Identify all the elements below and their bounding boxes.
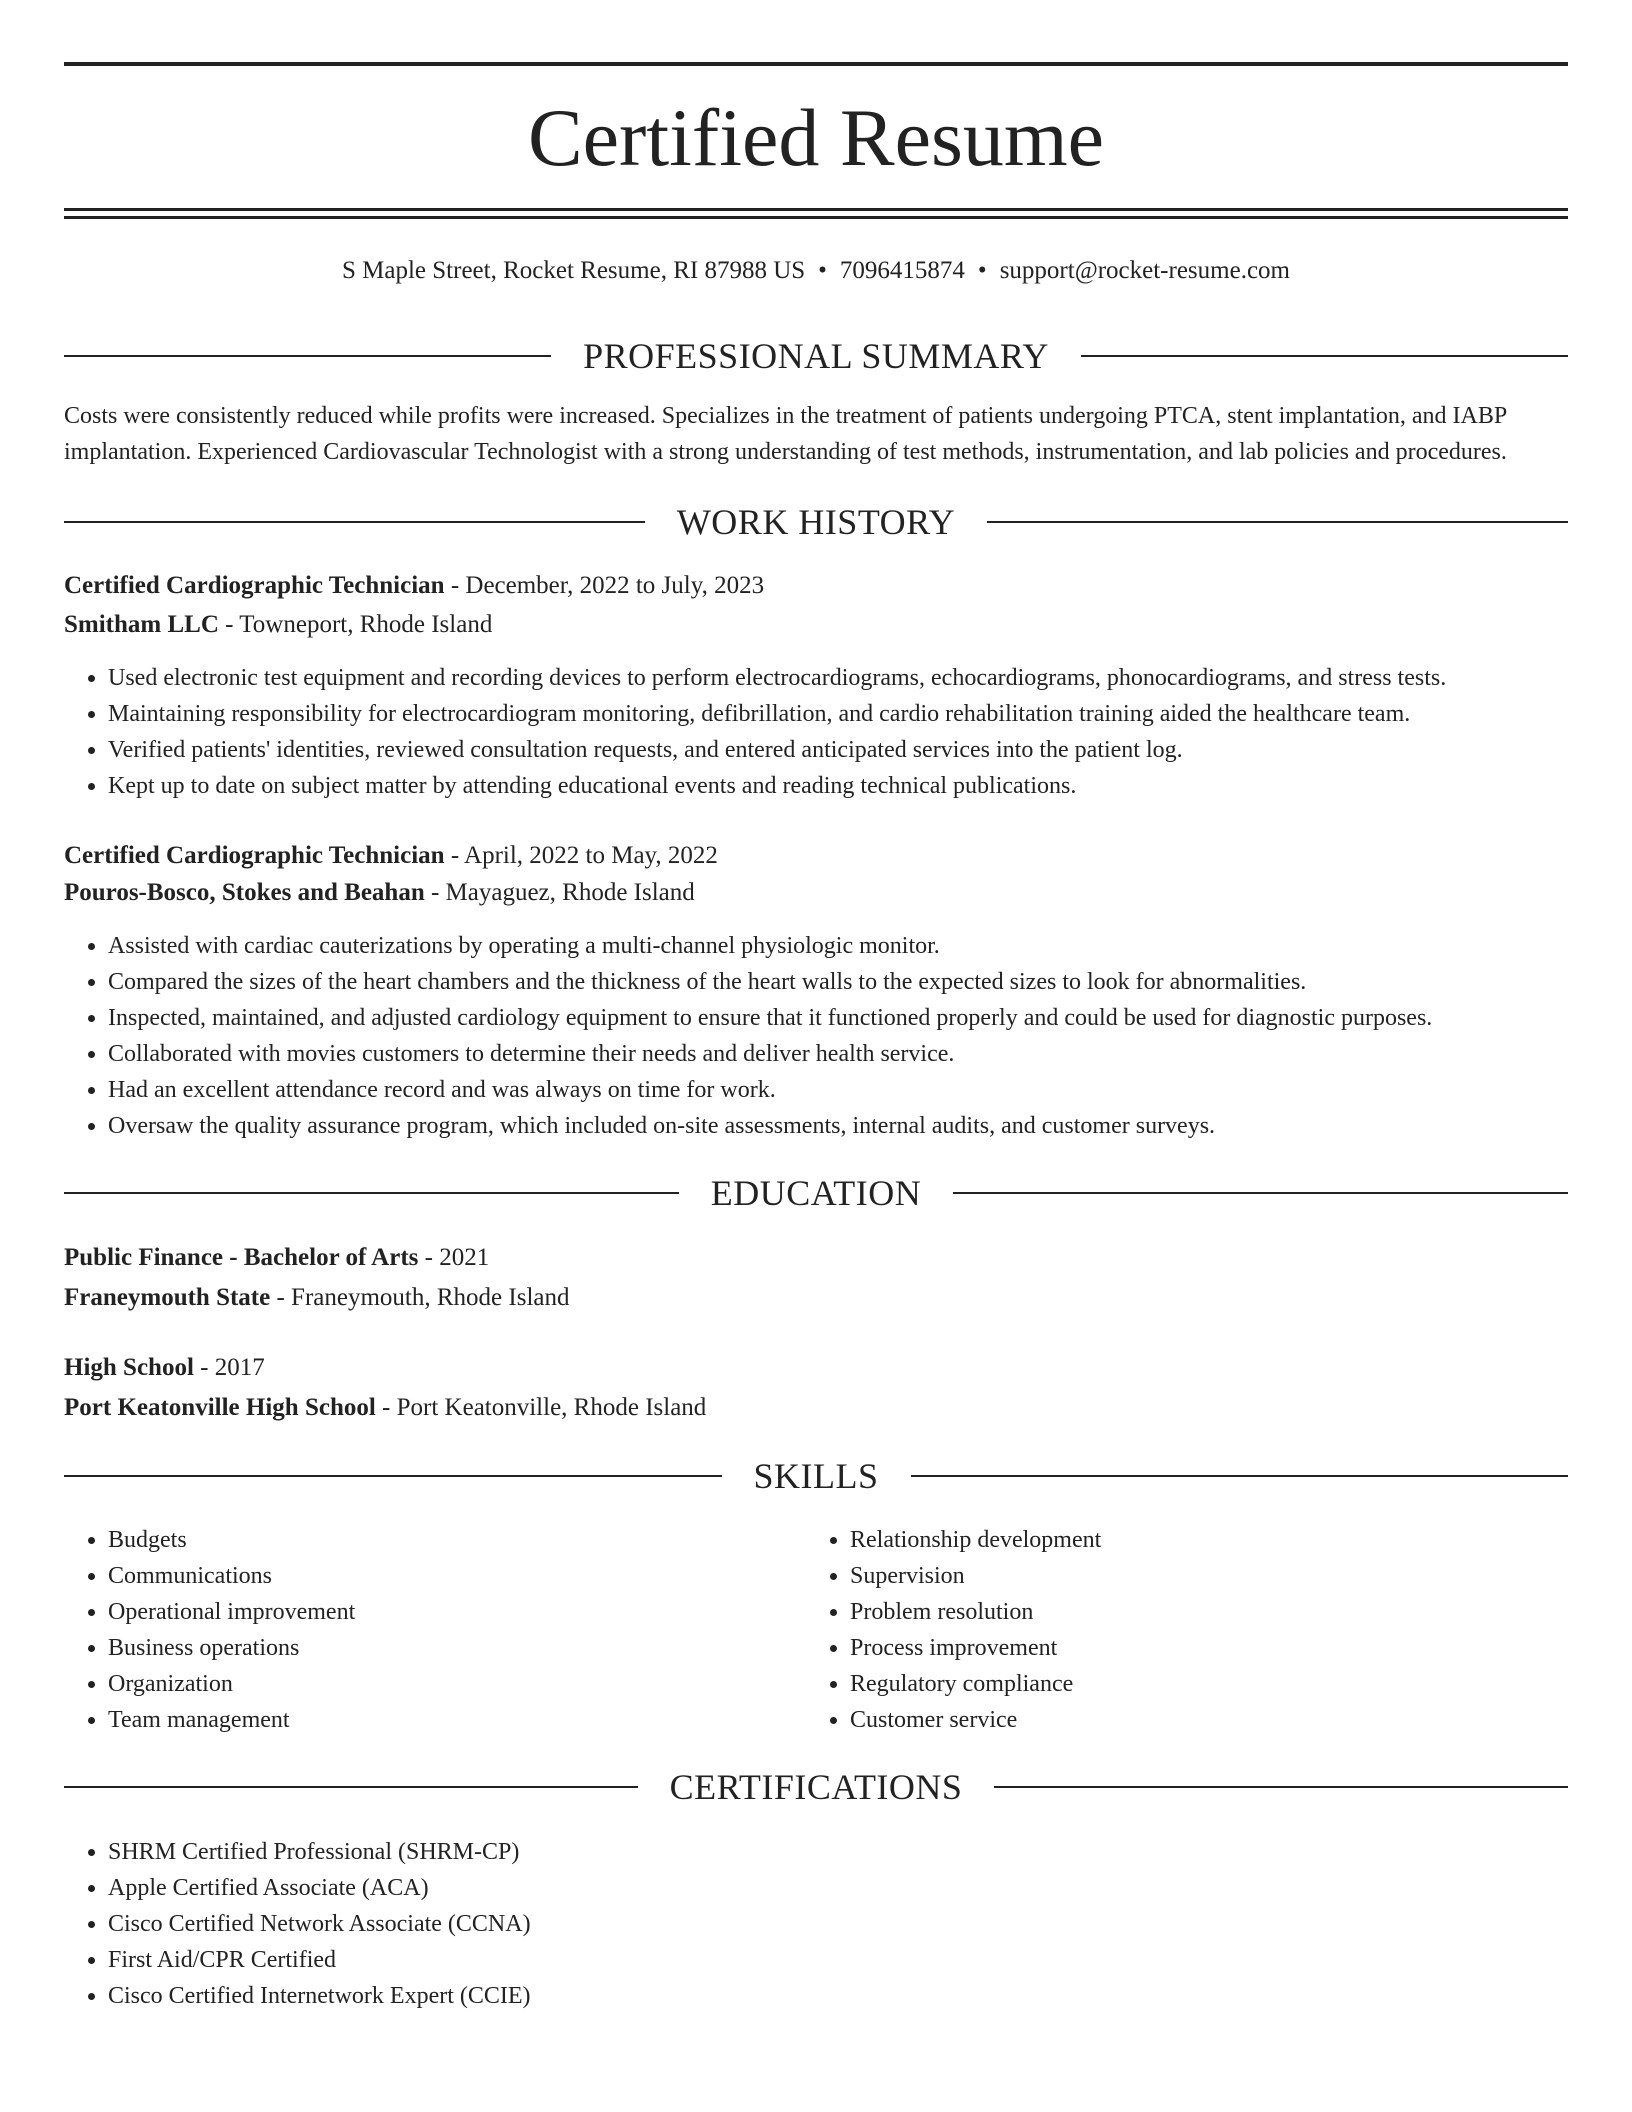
top-rule <box>64 62 1568 66</box>
list-item: • Verified patients' identities, reviewed consultation requests, and entered anticipated services into the patient log. <box>108 732 1446 768</box>
title-rule <box>64 216 1568 219</box>
section-heading-education <box>64 1171 1568 1215</box>
contact-separator: • <box>818 257 827 284</box>
title-rule <box>64 208 1568 211</box>
education-degree-line <box>64 1238 1568 1278</box>
job-company: Smitham LLC <box>64 611 219 638</box>
job-company-line <box>64 873 1568 913</box>
section-title: CERTIFICATIONS <box>669 1767 963 1807</box>
job-dates: - December, 2022 to July, 2023 <box>444 572 765 599</box>
heading-rule <box>64 1475 722 1477</box>
skills-list-right <box>806 1522 1550 1738</box>
list-item: • Relationship development <box>850 1522 1550 1558</box>
job-dates: - April, 2022 to May, 2022 <box>444 842 718 869</box>
heading-rule <box>994 1786 1568 1788</box>
education-school-line <box>64 1388 1568 1428</box>
list-item: • Customer service <box>850 1702 1550 1738</box>
section-heading-skills <box>64 1454 1568 1498</box>
job-bullets <box>64 928 1432 1144</box>
list-item: • Budgets <box>108 1522 808 1558</box>
job-location: - Mayaguez, Rhode Island <box>424 879 695 906</box>
list-item: • Apple Certified Associate (ACA) <box>108 1870 531 1906</box>
heading-rule <box>1081 355 1568 357</box>
job-title: Certified Cardiographic Technician <box>64 572 445 599</box>
education-location: - Port Keatonville, Rhode Island <box>375 1394 707 1421</box>
list-item: • First Aid/CPR Certified <box>108 1942 531 1978</box>
contact-phone: 7096415874 <box>839 257 965 284</box>
list-item: • Had an excellent attendance record and was always on time for work. <box>108 1072 1432 1108</box>
education-year: - 2021 <box>418 1244 490 1271</box>
heading-rule <box>64 355 551 357</box>
list-item: • Cisco Certified Network Associate (CCNA) <box>108 1906 531 1942</box>
education-degree: Public Finance - Bachelor of Arts <box>64 1244 419 1271</box>
resume-title: Certified Resume <box>527 92 1105 183</box>
heading-rule <box>64 1786 638 1788</box>
list-item: • Oversaw the quality assurance program, which included on-site assessments, internal audits, and customer surveys. <box>108 1108 1432 1144</box>
contact-address: S Maple Street, Rocket Resume, RI 87988 US <box>342 257 806 284</box>
list-item: • Problem resolution <box>850 1594 1550 1630</box>
contact-info <box>64 254 1568 288</box>
list-item: • Organization <box>108 1666 808 1702</box>
section-heading-certifications <box>64 1765 1568 1809</box>
heading-rule <box>911 1475 1569 1477</box>
education-school: Franeymouth State <box>64 1284 271 1311</box>
job-title-line <box>64 836 1568 876</box>
heading-rule <box>953 1192 1568 1194</box>
job-bullets <box>64 660 1446 804</box>
education-year: - 2017 <box>193 1354 265 1381</box>
education-location: - Franeymouth, Rhode Island <box>270 1284 570 1311</box>
list-item: • SHRM Certified Professional (SHRM-CP) <box>108 1834 531 1870</box>
list-item: • Inspected, maintained, and adjusted cardiology equipment to ensure that it functioned properly and could be used for diagnostic purposes. <box>108 1000 1432 1036</box>
contact-separator: • <box>977 257 987 284</box>
section-title: SKILLS <box>753 1456 879 1496</box>
section-title: WORK HISTORY <box>676 502 956 542</box>
section-heading-summary <box>64 334 1568 378</box>
list-item: • Team management <box>108 1702 808 1738</box>
contact-email: support@rocket-resume.com <box>999 257 1290 284</box>
job-title: Certified Cardiographic Technician <box>64 842 445 869</box>
list-item: • Kept up to date on subject matter by attending educational events and reading technical publications. <box>108 768 1446 804</box>
education-degree-line <box>64 1348 1568 1388</box>
certifications-list <box>64 1834 531 2014</box>
job-location: - Towneport, Rhode Island <box>218 611 493 638</box>
list-item: • Operational improvement <box>108 1594 808 1630</box>
list-item: • Regulatory compliance <box>850 1666 1550 1702</box>
heading-rule <box>64 521 645 523</box>
skills-list-left <box>64 1522 808 1738</box>
list-item: • Business operations <box>108 1630 808 1666</box>
list-item: • Maintaining responsibility for electrocardiogram monitoring, defibrillation, and cardio rehabilitation training aided the healthcare team. <box>108 696 1446 732</box>
job-company: Pouros-Bosco, Stokes and Beahan <box>64 879 425 906</box>
list-item: • Communications <box>108 1558 808 1594</box>
list-item: • Used electronic test equipment and recording devices to perform electrocardiograms, echocardiograms, phonocardiograms, and stress tests. <box>108 660 1446 696</box>
education-school: Port Keatonville High School <box>64 1394 376 1421</box>
list-item: • Cisco Certified Internetwork Expert (CCIE) <box>108 1978 531 2014</box>
education-school-line <box>64 1278 1568 1318</box>
list-item: • Supervision <box>850 1558 1550 1594</box>
summary-text: Costs were consistently reduced while profits were increased. Specializes in the treatment of patients undergoing PTCA, stent implantation, and IABP implantation. Experienced Cardiovascular Technologist with a strong understanding of test methods, instrumentation, and lab policies and procedures. <box>64 403 1507 465</box>
section-heading-work-history <box>64 500 1568 544</box>
education-degree: High School <box>64 1354 194 1381</box>
list-item: • Process improvement <box>850 1630 1550 1666</box>
heading-rule <box>64 1192 679 1194</box>
list-item: • Compared the sizes of the heart chambers and the thickness of the heart walls to the expected sizes to look for abnormalities. <box>108 964 1432 1000</box>
section-title: EDUCATION <box>710 1173 922 1213</box>
list-item: • Assisted with cardiac cauterizations by operating a multi-channel physiologic monitor. <box>108 928 1432 964</box>
list-item: • Collaborated with movies customers to determine their needs and deliver health service. <box>108 1036 1432 1072</box>
job-company-line <box>64 605 1568 645</box>
section-title: PROFESSIONAL SUMMARY <box>583 336 1049 376</box>
heading-rule <box>987 521 1568 523</box>
job-title-line <box>64 566 1568 606</box>
